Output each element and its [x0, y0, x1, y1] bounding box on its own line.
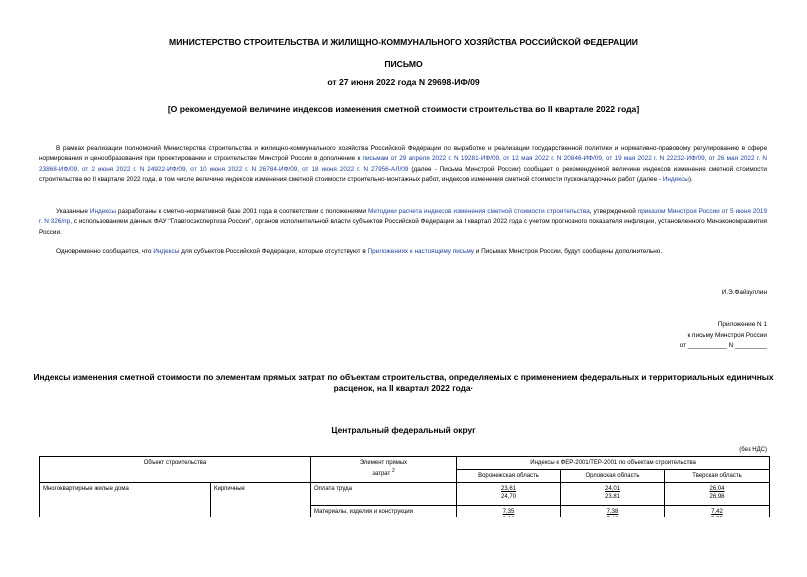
ministry-name: МИНИСТЕРСТВО СТРОИТЕЛЬСТВА И ЖИЛИЩНО-КОММУНАЛЬНОГО ХОЗЯЙСТВА РОССИЙСКОЙ ФЕДЕРАЦИИ: [169, 37, 638, 47]
header-element: [311, 457, 457, 483]
p2-text-3: , утвержденной: [589, 208, 638, 215]
header-region-tver: Тверская область: [665, 470, 770, 483]
doc-subject: [О рекомендуемой величине индексов изменения сметной стоимости строительства во II квартале 2022 года]: [167, 104, 640, 114]
paragraph-3: [39, 247, 767, 257]
value-top: 7,42: [711, 508, 723, 515]
link-indices-3[interactable]: Индексы: [153, 248, 180, 255]
cell-element: Оплата труда: [311, 483, 457, 506]
p2-text-4: , с использованием данных ФАУ "Главгосэкспертиза России", органов исполнительной власти субъектов Российской Федерации за I квартал 2022 года с учетом прогнозного показателя инфляции, установленного Минэкономразвития России.: [39, 218, 767, 236]
cell-value: [457, 483, 561, 506]
header-element-footnote[interactable]: 2: [391, 468, 395, 474]
value-top: 7,35: [502, 508, 515, 515]
p1-text-3: ).: [688, 176, 693, 184]
link-indices-2[interactable]: Индексы: [89, 208, 116, 215]
cell-material: Кирпичные: [211, 483, 311, 528]
table-header-row: [40, 457, 770, 470]
p1-text-1: В рамках реализации полномочий Министерства строительства и жилищно-коммунального хозяйства Российской Федерации по выработке и реализации государственной политики и нормативно-правовому регулированию в сфере нормирования и ценообразования при проектировании и строительстве Минстрой России в дополнение к: [39, 145, 767, 163]
link-order[interactable]: приказом Минстроя России от 5 июня 2019 г. N 326/пр: [39, 208, 768, 226]
table-row: [40, 483, 770, 506]
cell-value: [665, 483, 770, 506]
p2-text-2: разработаны к сметно-нормативной базе 2001 года в соответствии с положениями: [115, 208, 369, 215]
header-region-voronezh: Воронежская область: [457, 470, 561, 483]
paragraph-1: [39, 144, 767, 186]
header-indices: Индексы к ФЕР-2001/ТЕР-2001 по объектам строительства: [457, 457, 770, 470]
link-appendices[interactable]: Приложениях к настоящему письму: [367, 248, 474, 255]
link-methodology[interactable]: Методики расчета индексов изменения сметной стоимости строительства: [368, 208, 590, 215]
p3-text-2: для субъектов Российской Федерации, которые отсутствуют в: [179, 248, 368, 255]
value-top: 7,38: [606, 508, 619, 515]
table-title: Индексы изменения сметной стоимости по элементам прямых затрат по объектам строительства, определяемых с применением федеральных и территориальных единичных расценок, на II квартал 2022 года·: [33, 372, 774, 393]
doc-type: ПИСЬМО: [384, 59, 423, 69]
page-cutoff: [39, 517, 770, 577]
p2-text-1: Указанные: [56, 208, 90, 215]
p3-text-1: Одновременно сообщается, что: [56, 248, 154, 255]
p3-text-3: и Письмах Минстроя России, будут сообщены дополнительно.: [474, 248, 663, 255]
link-previous-letters[interactable]: письмам от 29 апреля 2022 г. N 19281-ИФ/09, от 12 мая 2022 г. N 20846-ИФ/09, от 19 мая 2022 г. N 22232-ИФ/09, от 26 мая 2022 г. N 23868-ИФ/09, от 2 июня 2022 г. N 24922-ИФ/09, от 10 июня 2022 г. N 26784-ИФ/09, от 18 июня 2022 г. N 27956-АЛ/09: [39, 155, 767, 173]
signature: И.Э.Файзуллин: [721, 289, 767, 296]
value-top: 24,01: [604, 486, 620, 492]
appendix-reference: к письму Минстроя России: [687, 332, 767, 339]
appendix-date-number: от ___________ N _________: [679, 342, 767, 349]
header-element-line2: затрат: [372, 471, 391, 477]
value-bottom: 26,98: [709, 494, 725, 500]
doc-date: от 27 июня 2022 года N 29698-ИФ/09: [327, 77, 480, 87]
value-top: 26,04: [709, 486, 725, 492]
header-element-line1: Элемент прямых: [359, 460, 408, 466]
value-bottom: 23,81: [604, 494, 620, 500]
p1-text-2: (далее - Письма Минстрой России) сообщает о рекомендуемой величине индексов изменения сметной стоимости строительства во II квартале 2022 года, в том числе величине индексов изменения сметной стоимости строительно-монтажных работ, индексов изменения сметной стоимости пусконаладочных работ (далее -: [39, 165, 767, 184]
cell-element: Материалы, изделия и конструкции: [311, 505, 457, 528]
cell-value: [561, 483, 665, 506]
cell-object: Многоквартирные жилые дома: [40, 483, 211, 528]
header-region-orel: Орловская область: [561, 470, 665, 483]
vat-note: (без НДС): [739, 447, 767, 453]
value-bottom: 24,70: [500, 494, 516, 500]
region-title: Центральный федеральный округ: [331, 425, 476, 435]
header-object: Объект строительства: [40, 457, 311, 483]
value-top: 23,61: [500, 486, 516, 492]
paragraph-2: [39, 207, 767, 238]
link-indices[interactable]: Индексы: [662, 176, 689, 184]
appendix-number: Приложение N 1: [717, 321, 767, 328]
